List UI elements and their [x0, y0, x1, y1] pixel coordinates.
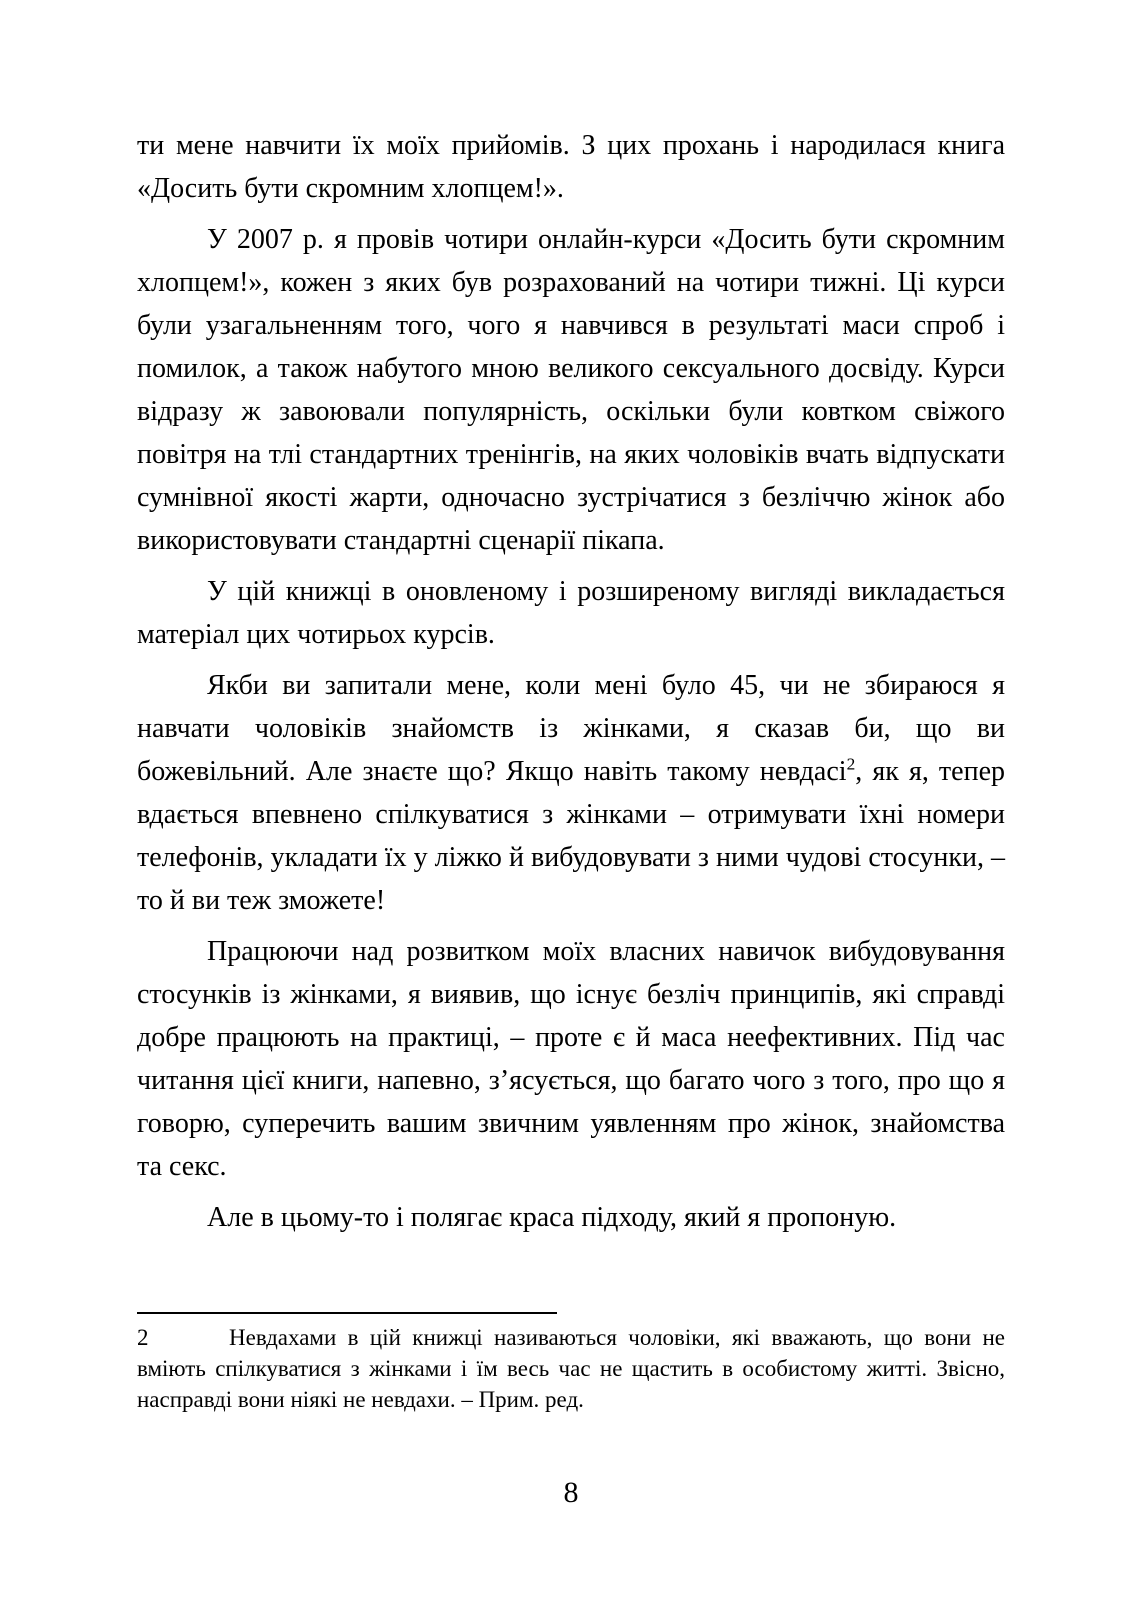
paragraph-4-text-before-footnote-ref: Якби ви запитали мене, коли мені було 45, чи не збираюся я навчати чоловіків знайомств із жінками, я сказав би, що ви божевільний. Але знаєте що? Якщо навіть такому невдасі — [137, 670, 1005, 787]
footnote-marker: 2 — [137, 1325, 149, 1350]
paragraph-5: Працюючи над розвитком моїх власних навичок вибудовування стосунків із жінками, я виявив, що існує безліч принципів, які справді добре працюють на практиці, – проте є й маса неефективних. Під час читання цієї книги, напевно, з’ясується, що багато чого з того, про що я говорю, суперечить вашим звичним уявленням про жінок, знайомства та секс. — [137, 936, 1005, 1182]
page-number: 8 — [563, 1476, 579, 1509]
paragraph-3: У цій книжці в оновленому і розширеному вигляді викладається матеріал цих чотирьох курсів. — [137, 576, 1005, 650]
paragraph-4 — [137, 664, 1005, 922]
paragraph-2: У 2007 р. я провів чотири онлайн-курси «Досить бути скромним хлопцем!», кожен з яких був розрахований на чотири тижні. Ці курси були узагальненням того, чого я навчився в результаті маси спроб і помилок, а також набутого мною великого сексуального досвіду. Курси відразу ж завоювали популярність, оскільки були ковтком свіжого повітря на тлі стандартних тренінгів, на яких чоловіків вчать відпускати сумнівної якості жарти, одночасно зустрічатися з безліччю жінок або використовувати стандартні сценарії пікапа. — [137, 224, 1005, 556]
paragraph-6: Але в цьому-то і полягає краса підходу, який я пропоную. — [207, 1202, 897, 1233]
paragraph-1: ти мене навчити їх моїх прийомів. З цих прохань і народилася книга «Досить бути скромним хлопцем!». — [137, 130, 1005, 204]
paragraph-4-text-after-footnote-ref: , як я, тепер вдається впевнено спілкуватися з жінками – отримувати їхні номери телефонів, укладати їх у ліжко й вибудовувати з ними чудові стосунки, – то й ви теж зможете! — [137, 756, 1006, 916]
footnote-text: Невдахами в цій книжці називаються чоловіки, які вважають, що вони не вміють спілкуватися з жінками і їм весь час не щастить в особистому житті. Звісно, насправді вони ніякі не невдахи. – Прим. ред. — [137, 1325, 1005, 1412]
footnote-reference: 2 — [846, 754, 856, 774]
footnote-area — [137, 1312, 1005, 1415]
footnote — [137, 1322, 1005, 1415]
page-body-text — [137, 124, 1005, 1247]
footnote-separator — [137, 1312, 557, 1314]
